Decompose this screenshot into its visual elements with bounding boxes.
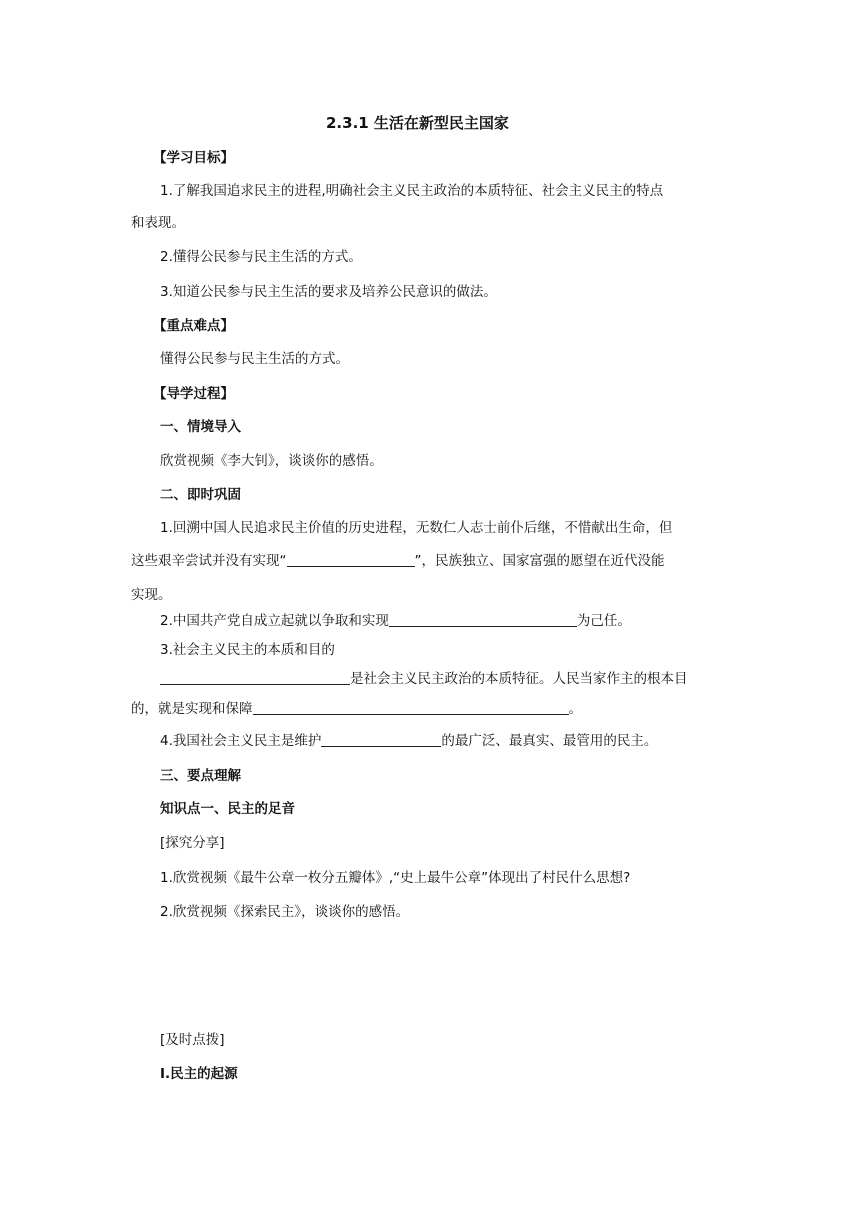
question-2-text-b: 为己任。	[576, 613, 631, 629]
explore-heading: [探究分享]	[160, 835, 225, 851]
fill-blank-5[interactable]	[321, 732, 441, 747]
explore-item-1: 1.欣赏视频《最牛公章一枚分五瓣体》,“史上最牛公章”体现出了村民什么思想?	[160, 870, 631, 886]
key-points-heading: 【重点难点】	[153, 318, 234, 334]
question-3-line-2	[160, 669, 688, 689]
knowledge-point-1-heading: 知识点一、民主的足音	[160, 801, 295, 817]
question-1-text-a: 这些艰辛尝试并没有实现“	[131, 553, 287, 569]
goal-3: 3.知道公民参与民主生活的要求及培养公民意识的做法。	[160, 284, 497, 300]
question-3-line-3	[131, 699, 582, 719]
question-1-line-3: 实现。	[131, 587, 172, 603]
question-3-text-c: 的，就是实现和保障	[131, 701, 253, 717]
question-3-text-d: 。	[568, 701, 582, 717]
key-points-text: 懂得公民参与民主生活的方式。	[160, 351, 349, 367]
document-title: 2.3.1 生活在新型民主国家	[326, 114, 509, 132]
question-4-text-a: 4.我国社会主义民主是维护	[160, 733, 322, 749]
section-1-heading: 一、情境导入	[160, 419, 241, 435]
question-3-line-1: 3.社会主义民主的本质和目的	[160, 642, 335, 658]
goal-1-line-2: 和表现。	[131, 215, 185, 231]
question-1-line-2	[131, 551, 665, 571]
question-2	[160, 611, 631, 631]
fill-blank-1[interactable]	[287, 552, 415, 567]
fill-blank-2[interactable]	[389, 612, 577, 627]
section-3-heading: 三、要点理解	[160, 768, 241, 784]
goal-2: 2.懂得公民参与民主生活的方式。	[160, 249, 362, 265]
explore-item-2: 2.欣赏视频《探索民主》，谈谈你的感悟。	[160, 904, 410, 920]
question-1-line-1: 1.回溯中国人民追求民主价值的历史进程，无数仁人志士前仆后继，不惜献出生命，但	[160, 520, 673, 536]
question-2-text-a: 2.中国共产党自成立起就以争取和实现	[160, 613, 389, 629]
tips-heading: [及时点拨]	[160, 1032, 225, 1048]
section-1-text: 欣赏视频《李大钊》，谈谈你的感悟。	[160, 453, 383, 469]
section-2-heading: 二、即时巩固	[160, 487, 241, 503]
question-4-text-b: 的最广泛、最真实、最管用的民主。	[441, 733, 658, 749]
fill-blank-4[interactable]	[253, 700, 569, 715]
process-heading: 【导学过程】	[153, 386, 234, 402]
question-3-text-b: 是社会主义民主政治的本质特征。人民当家作主的根本目	[350, 671, 688, 687]
question-1-text-b: ”，民族独立、国家富强的愿望在近代没能	[414, 553, 665, 569]
goals-heading: 【学习目标】	[153, 150, 234, 166]
fill-blank-3[interactable]	[160, 670, 350, 685]
origin-heading: Ⅰ.民主的起源	[160, 1066, 238, 1082]
goal-1-line-1: 1.了解我国追求民主的进程,明确社会主义民主政治的本质特征、社会主义民主的特点	[160, 183, 664, 199]
question-4	[160, 731, 657, 751]
